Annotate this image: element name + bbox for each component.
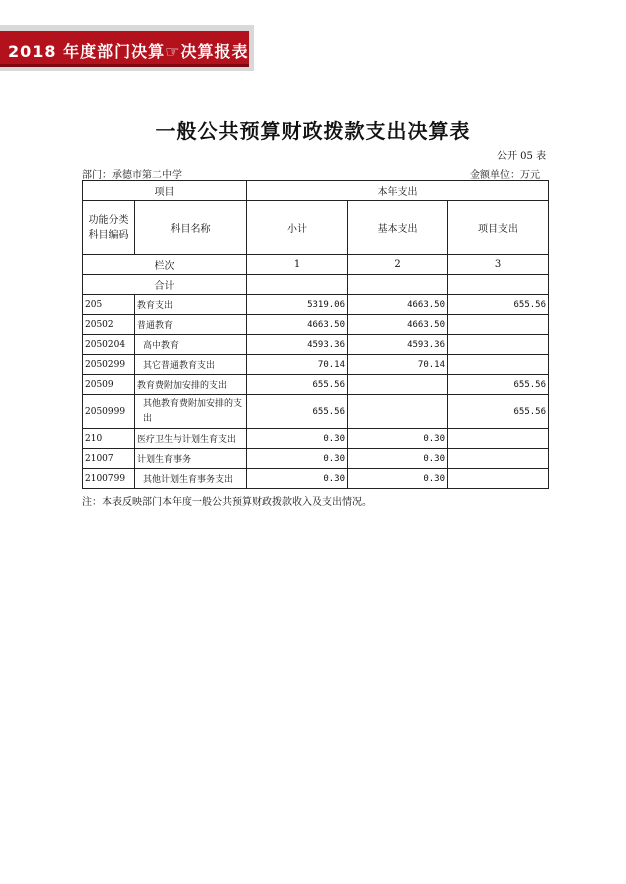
row-code: 210 [83,429,135,449]
total-subtotal [247,275,348,295]
row-code: 2100799 [83,469,135,489]
header-subtotal: 小计 [247,201,348,255]
header-project: 项目支出 [448,201,549,255]
row-name: 教育费附加安排的支出 [135,375,247,395]
row-name: 医疗卫生与计划生育支出 [135,429,247,449]
row-project [448,355,549,375]
total-basic [348,275,448,295]
row-name: 高中教育 [135,335,247,355]
row-project [448,429,549,449]
header-basic: 基本支出 [348,201,448,255]
row-subtotal: 4663.50 [247,315,348,335]
row-code: 21007 [83,449,135,469]
row-index-1: 1 [247,255,348,275]
row-project [448,449,549,469]
table-row [83,295,549,315]
row-code: 2050299 [83,355,135,375]
row-basic: 70.14 [348,355,448,375]
row-name: 其他教育费附加安排的支出 [135,395,247,429]
expenditure-table [82,180,549,489]
table-row [83,375,549,395]
row-basic: 0.30 [348,449,448,469]
row-project [448,469,549,489]
row-basic [348,375,448,395]
row-basic: 0.30 [348,429,448,449]
row-name: 普通教育 [135,315,247,335]
row-index-3: 3 [448,255,549,275]
row-index-2: 2 [348,255,448,275]
row-code: 205 [83,295,135,315]
row-subtotal: 70.14 [247,355,348,375]
row-subtotal: 0.30 [247,449,348,469]
row-subtotal: 655.56 [247,375,348,395]
header-current-year: 本年支出 [247,181,549,201]
row-subtotal: 5319.06 [247,295,348,315]
row-project: 655.56 [448,295,549,315]
header-item: 项目 [83,181,247,201]
row-project [448,335,549,355]
row-subtotal: 655.56 [247,395,348,429]
table-row [83,469,549,489]
row-project: 655.56 [448,395,549,429]
row-name: 教育支出 [135,295,247,315]
header-name: 科目名称 [135,201,247,255]
row-basic: 4663.50 [348,295,448,315]
banner-text: 2018 年度部门决算☞决算报表 [8,42,249,61]
total-label: 合计 [83,275,247,295]
total-project [448,275,549,295]
row-code: 20509 [83,375,135,395]
row-basic: 0.30 [348,469,448,489]
header-code: 功能分类科目编码 [83,201,135,255]
form-number: 公开 05 表 [497,151,547,162]
row-code: 20502 [83,315,135,335]
row-name: 其他计划生育事务支出 [135,469,247,489]
row-subtotal: 4593.36 [247,335,348,355]
row-subtotal: 0.30 [247,469,348,489]
table-row [83,449,549,469]
row-name: 其它普通教育支出 [135,355,247,375]
row-basic: 4593.36 [348,335,448,355]
unit-label: 金额单位：万元 [470,170,540,181]
row-basic: 4663.50 [348,315,448,335]
table-row [83,315,549,335]
report-title: 一般公共预算财政拨款支出决算表 [155,119,471,143]
table-note: 注：本表反映部门本年度一般公共预算财政拨款收入及支出情况。 [82,497,372,508]
row-code: 2050999 [83,395,135,429]
table-row [83,395,549,429]
row-name: 计划生育事务 [135,449,247,469]
table-row [83,429,549,449]
row-project [448,315,549,335]
row-project: 655.56 [448,375,549,395]
row-code: 2050204 [83,335,135,355]
row-index-label: 栏次 [83,255,247,275]
report-banner [0,31,249,67]
table-row [83,355,549,375]
table-row [83,335,549,355]
row-basic [348,395,448,429]
department-label: 部门：承德市第二中学 [82,170,182,181]
row-subtotal: 0.30 [247,429,348,449]
